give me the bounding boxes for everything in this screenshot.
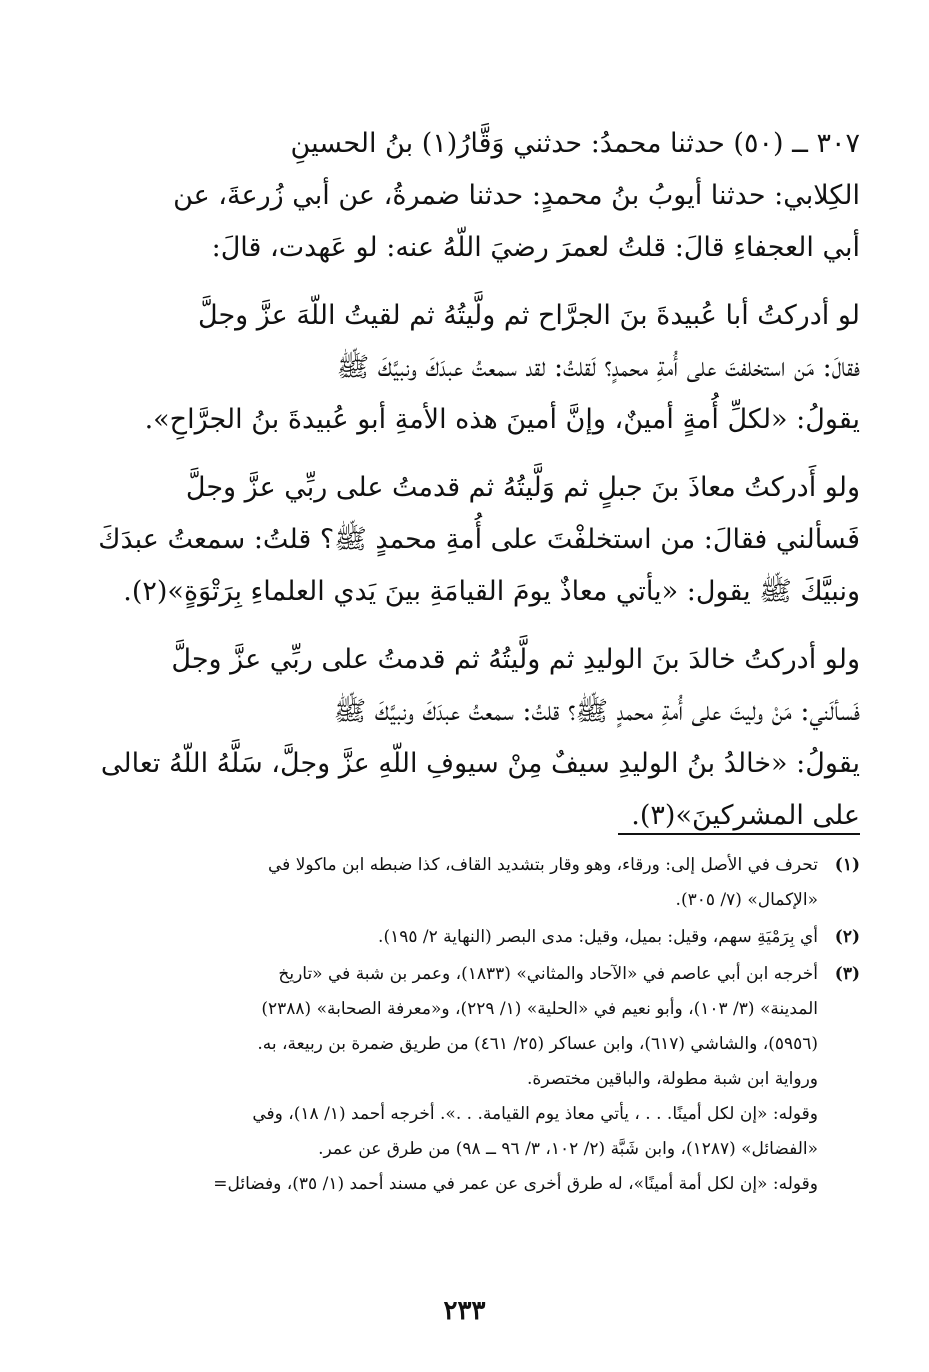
footnote-line: وقوله: «إن لكل أمة أمينًا»، له طرق أخرى عن عمر في مسند أحمد (١/ ٣٥)، وفضائل= [213,1174,818,1194]
paragraph-khalid [100,634,860,842]
text-line: لو أدركتُ أبا عُبيدةَ بنَ الجرَّاح ثم ولَّيتُهُ ثم لقيتُ اللّهَ عزَّ وجلَّ [198,300,860,331]
footnote-number: (٢) [834,927,860,947]
footnote-text [130,920,818,955]
footnote-number: (٣) [834,964,860,984]
text-line: ولو أَدركتُ معاذَ بنَ جبلٍ ثم وَلَّيتُهُ ثم قدمتُ على ربِّي عزَّ وجلَّ [185,472,860,503]
footnote-3 [130,957,860,1202]
text-line: يقولُ: «لكلِّ أُمةٍ أمينٌ، وإنَّ أمينَ هذه الأمةِ أبو عُبيدةَ بنُ الجرَّاحِ». [144,404,860,435]
text-line: أبي العجفاءِ قالَ: قلتُ لعمرَ رضيَ اللّهُ عنه: لو عَهدت، قالَ: [211,232,860,263]
main-text [98,118,860,858]
text-line: ولو أدركتُ خالدَ بنَ الوليدِ ثم ولَّيتُهُ ثم قدمتُ على ربِّي عزَّ وجلَّ [171,644,860,675]
footnote-line: أي بِرَمْيَةِ سهم، وقيل: بميل، وقيل: مدى البصر (النهاية ٢/ ١٩٥). [378,927,818,947]
footnote-2 [130,920,860,955]
footnote-line: ورواية ابن شبة مطولة، والباقين مختصرة. [527,1069,818,1089]
text-line: ونبيَّكَ ﷺ يقول: «يأتي معاذٌ يومَ القيامَةِ بينَ يَدي العلماءِ بِرَتْوَةٍ»(٢). [123,576,860,607]
footnote-divider [618,833,860,835]
footnote-line: المدينة» (٣/ ١٠٣)، وأبو نعيم في «الحلية» (١/ ٢٢٩)، و«معرفة الصحابة» (٢٣٨٨) [261,999,818,1019]
text-line: فقالَ: مَن استخلفتَ على أُمةِ محمدٍ؟ لَقلتُ: لقد سمعتُ عبدَكَ ونبيَّكَ ﷺ [336,352,860,383]
footnote-line: تحرف في الأصل إلى: ورقاء، وهو وقار بتشديد القاف، كذا ضبطه ابن ماكولا في [268,855,818,875]
text-line: فَسألني فقالَ: من استخلفْتَ على أُمةِ محمدٍ ﷺ؟ قلتُ: سمعتُ عبدَكَ [98,524,860,555]
paragraph-muadh [98,462,860,618]
paragraph-abu-ubaidah [130,290,860,446]
footnote-line: أخرجه ابن أبي عاصم في «الآحاد والمثاني» (١٨٣٣)، وعمر بن شبة في «تاريخ [278,964,818,984]
text-line: على المشركينَ»(٣). [631,800,860,831]
footnote-line: «الفضائل» (١٢٨٧)، وابن شَبَّة (٢/ ١٠٢، ٣/ ٩٦ ــ ٩٨) من طرق عن عمر. [318,1139,818,1159]
footnote-1 [130,848,860,918]
text-line: فَسألَني: مَنْ وليتَ على أُمةِ محمدٍ ﷺ؟ قلتُ: سمعتُ عبدَكَ ونبيَّكَ ﷺ [333,696,860,727]
text-line: ٣٠٧ ــ (٥٠) حدثنا محمدُ: حدثني وَقَّارُ(١) بنُ الحسينِ [290,128,860,159]
text-line: يقولُ: «خالدُ بنُ الوليدِ سيفٌ مِنْ سيوفِ اللّهِ عزَّ وجلَّ، سَلَّهُ اللّهُ تعالى [100,748,860,779]
footnotes [130,848,860,1204]
footnote-line: (٥٩٥٦)، والشاشي (٦١٧)، وابن عساكر (٢٥/ ٤٦١) من طريق ضمرة بن ربيعة، به. [257,1034,818,1054]
footnote-number: (١) [834,855,860,875]
page-number: ٢٣٣ [443,1296,486,1326]
footnote-text [130,848,818,918]
footnote-text [130,957,818,1202]
paragraph-isnad [130,118,860,274]
footnote-line: وقوله: «إن لكل أمينًا. . . ، يأتي معاذ يوم القيامة. . .». أخرجه أحمد (١/ ١٨)، وفي [252,1104,818,1124]
footnote-line: «الإكمال» (٧/ ٣٠٥). [675,890,818,910]
text-line: الكِلابي: حدثنا أيوبُ بنُ محمدٍ: حدثنا ضمرةُ، عن أبي زُرعةَ، عن [173,180,860,211]
